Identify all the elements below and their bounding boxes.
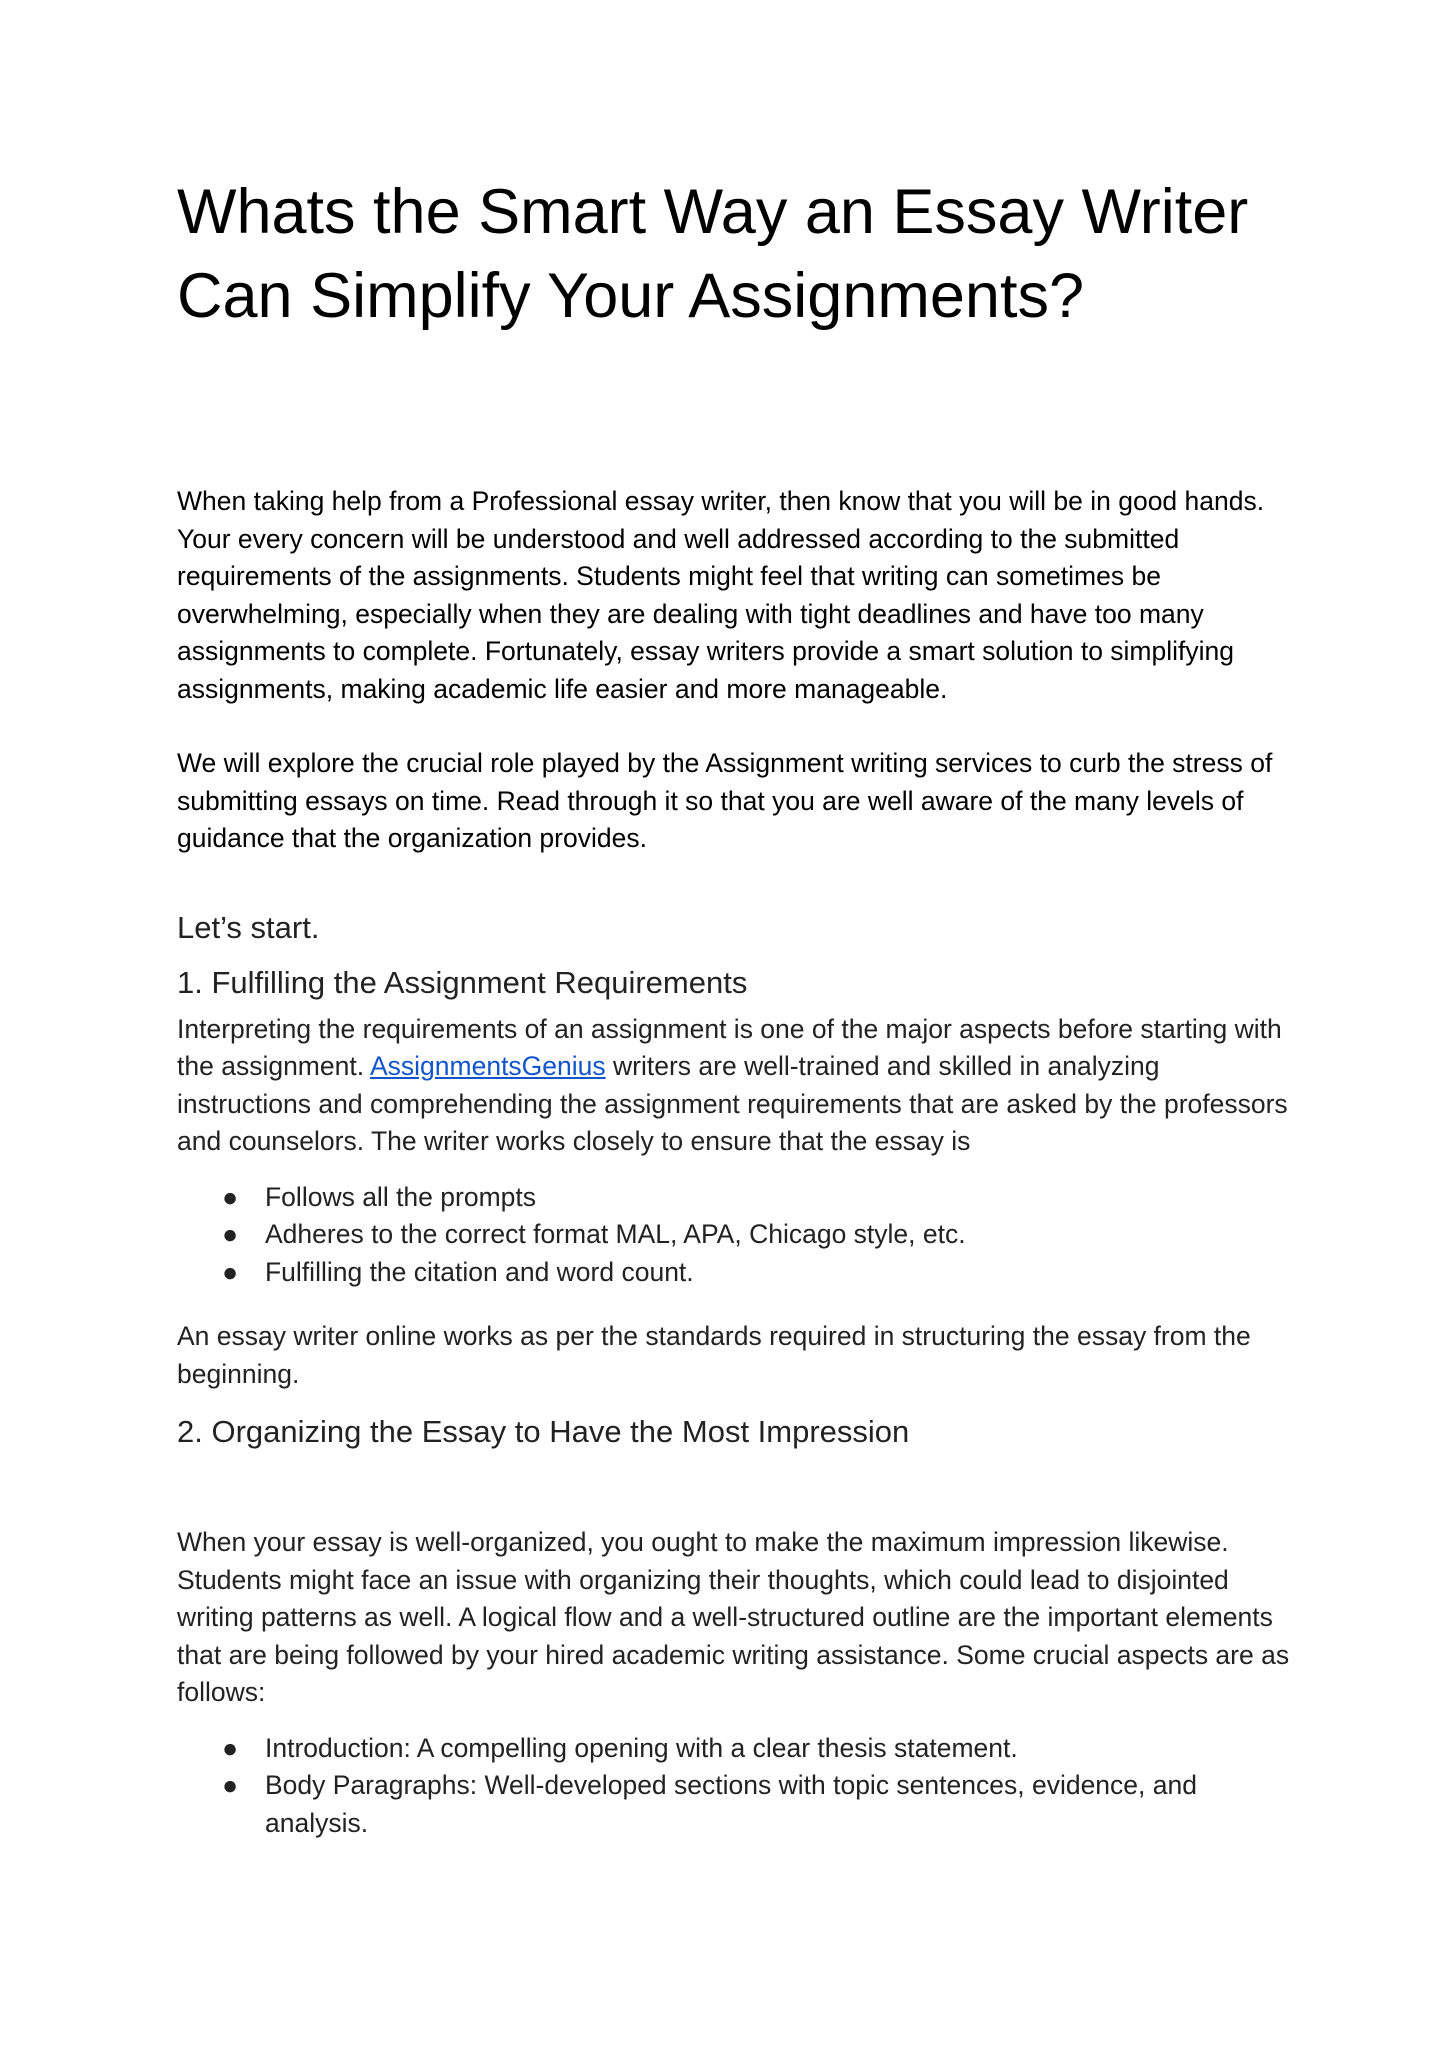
section-1-paragraph: [177, 1011, 1297, 1161]
intro-paragraph-1: When taking help from a Professional essay writer, then know that you will be in good hands. Your every concern will be understood and well addressed according to the submitted requirements of the assignments. Students might feel that writing can sometimes be overwhelming, especially when they are dealing with tight deadlines and have too many assignments to complete. Fortunately, essay writers provide a smart solution to simplifying assignments, making academic life easier and more manageable.: [177, 486, 1265, 704]
bullet-icon: ●: [222, 1256, 239, 1287]
list-item-text: Fulfilling the citation and word count.: [265, 1256, 694, 1287]
bullet-icon: ●: [222, 1770, 239, 1800]
lets-start-heading: Let’s start.: [177, 909, 320, 945]
list-item: [177, 1216, 1297, 1254]
section-1-text-before-link: Interpreting the requirements of an assignment is one of the major aspects before starting with the assignment.: [177, 1013, 1282, 1081]
bullet-icon: ●: [222, 1181, 239, 1212]
document-title-line-2: Can Simplify Your Assignments?: [177, 261, 1084, 331]
list-item: [177, 1254, 1297, 1292]
list-item: [177, 1767, 1297, 1842]
assignmentsgenius-link[interactable]: AssignmentsGenius: [369, 1051, 606, 1081]
section-2-paragraph: When your essay is well-organized, you ought to make the maximum impression likewise. Students might face an issue with organizing their thoughts, which could lead to disjointed writing patterns as well. A logical flow and a well-structured outline are the important elements that are being followed by your hired academic writing assistance. Some crucial aspects are as follows:: [177, 1527, 1290, 1707]
list-item-text: Introduction: A compelling opening with a clear thesis statement.: [265, 1732, 1018, 1763]
section-2-bullet-list: [177, 1730, 1297, 1843]
intro-paragraph-2: We will explore the crucial role played by the Assignment writing services to curb the stress of submitting essays on time. Read through it so that you are well aware of the many levels of guidance that the organization provides.: [177, 748, 1273, 853]
bullet-icon: ●: [222, 1219, 239, 1249]
section-1-text-after-link: writers are well-trained and skilled in analyzing instructions and comprehending the assignment requirements that are asked by the professors and counselors. The writer works closely to ensure that the essay is: [177, 1051, 1288, 1156]
section-1-bullet-list: [177, 1179, 1297, 1292]
section-1-heading: 1. Fulfilling the Assignment Requirements: [177, 964, 748, 1000]
bullet-icon: ●: [222, 1732, 239, 1763]
document-title-line-1: Whats the Smart Way an Essay Writer: [177, 177, 1249, 247]
list-item-text: Body Paragraphs: Well-developed sections with topic sentences, evidence, and analysis.: [265, 1770, 1197, 1838]
list-item: [177, 1179, 1297, 1217]
section-1-closing-paragraph: An essay writer online works as per the standards required in structuring the essay from the beginning.: [177, 1321, 1251, 1389]
document-title: [177, 170, 1297, 338]
document-page: [177, 170, 1297, 1842]
list-item-text: Adheres to the correct format MAL, APA, Chicago style, etc.: [265, 1219, 966, 1249]
list-item: [177, 1730, 1297, 1768]
list-item-text: Follows all the prompts: [265, 1181, 536, 1212]
section-2-heading: 2. Organizing the Essay to Have the Most Impression: [177, 1414, 910, 1449]
